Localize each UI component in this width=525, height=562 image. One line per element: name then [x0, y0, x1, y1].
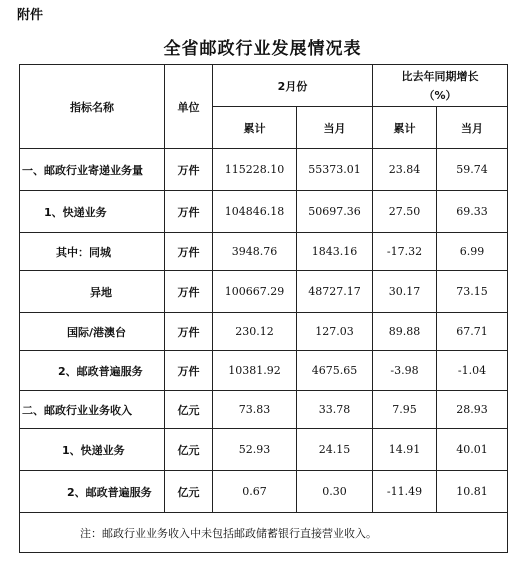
- header-yoy-line1: 比去年同期增长: [401, 69, 479, 83]
- table-row: [20, 429, 508, 471]
- table-note: 注：邮政行业业务收入中未包括邮政储蓄银行直接营业收入。: [20, 513, 508, 553]
- row-name: 2、邮政普遍服务: [20, 351, 165, 391]
- row-cumulative: 104846.18: [213, 191, 297, 233]
- row-yoy-month: 40.01: [437, 429, 508, 471]
- row-unit: 亿元: [165, 429, 213, 471]
- table-row: [20, 233, 508, 271]
- row-yoy-cumulative: 14.91: [373, 429, 437, 471]
- row-month: 0.30: [297, 471, 373, 513]
- row-yoy-cumulative: -3.98: [373, 351, 437, 391]
- table-row: [20, 149, 508, 191]
- row-unit: 万件: [165, 233, 213, 271]
- row-unit: 万件: [165, 271, 213, 313]
- header-yoy-line2: （%）: [423, 88, 457, 102]
- row-name: 一、邮政行业寄递业务量: [20, 149, 165, 191]
- row-unit: 亿元: [165, 471, 213, 513]
- page-title: 全省邮政行业发展情况表: [163, 39, 362, 59]
- row-unit: 亿元: [165, 391, 213, 429]
- row-month: 4675.65: [297, 351, 373, 391]
- row-yoy-month: 67.71: [437, 313, 508, 351]
- table-header-row: [20, 65, 508, 107]
- row-yoy-cumulative: 27.50: [373, 191, 437, 233]
- row-name: 国际/港澳台: [20, 313, 165, 351]
- row-month: 127.03: [297, 313, 373, 351]
- row-month: 48727.17: [297, 271, 373, 313]
- table-row: [20, 191, 508, 233]
- header-cumulative: 累计: [213, 107, 297, 149]
- row-cumulative: 73.83: [213, 391, 297, 429]
- row-yoy-cumulative: 89.88: [373, 313, 437, 351]
- row-yoy-month: 59.74: [437, 149, 508, 191]
- header-unit: 单位: [165, 65, 213, 149]
- row-cumulative: 10381.92: [213, 351, 297, 391]
- table-row: [20, 351, 508, 391]
- row-month: 50697.36: [297, 191, 373, 233]
- header-current-month: 当月: [297, 107, 373, 149]
- row-yoy-cumulative: -17.32: [373, 233, 437, 271]
- row-name: 二、邮政行业业务收入: [20, 391, 165, 429]
- row-unit: 万件: [165, 191, 213, 233]
- row-unit: 万件: [165, 351, 213, 391]
- header-yoy-group: [373, 65, 508, 107]
- row-yoy-cumulative: -11.49: [373, 471, 437, 513]
- row-month: 55373.01: [297, 149, 373, 191]
- header-yoy-cumulative: 累计: [373, 107, 437, 149]
- row-yoy-month: 10.81: [437, 471, 508, 513]
- row-name: 1、快递业务: [20, 429, 165, 471]
- row-name: 1、快递业务: [20, 191, 165, 233]
- row-yoy-cumulative: 7.95: [373, 391, 437, 429]
- row-cumulative: 115228.10: [213, 149, 297, 191]
- postal-statistics-table: [19, 64, 508, 553]
- row-yoy-cumulative: 23.84: [373, 149, 437, 191]
- row-cumulative: 52.93: [213, 429, 297, 471]
- row-yoy-cumulative: 30.17: [373, 271, 437, 313]
- row-month: 24.15: [297, 429, 373, 471]
- row-name: 其中：同城: [20, 233, 165, 271]
- row-yoy-month: 73.15: [437, 271, 508, 313]
- table-row: [20, 391, 508, 429]
- row-cumulative: 100667.29: [213, 271, 297, 313]
- row-unit: 万件: [165, 149, 213, 191]
- row-yoy-month: -1.04: [437, 351, 508, 391]
- row-name: 异地: [20, 271, 165, 313]
- row-cumulative: 3948.76: [213, 233, 297, 271]
- table-row: [20, 271, 508, 313]
- table-note-row: [20, 513, 508, 553]
- row-cumulative: 230.12: [213, 313, 297, 351]
- table-row: [20, 471, 508, 513]
- header-yoy-current-month: 当月: [437, 107, 508, 149]
- attachment-label: 附件: [17, 8, 44, 23]
- row-name: 2、邮政普遍服务: [20, 471, 165, 513]
- row-yoy-month: 28.93: [437, 391, 508, 429]
- row-month: 33.78: [297, 391, 373, 429]
- row-cumulative: 0.67: [213, 471, 297, 513]
- row-yoy-month: 6.99: [437, 233, 508, 271]
- header-indicator: 指标名称: [20, 65, 165, 149]
- row-yoy-month: 69.33: [437, 191, 508, 233]
- table-row: [20, 313, 508, 351]
- row-unit: 万件: [165, 313, 213, 351]
- header-month-group: 2月份: [213, 65, 373, 107]
- row-month: 1843.16: [297, 233, 373, 271]
